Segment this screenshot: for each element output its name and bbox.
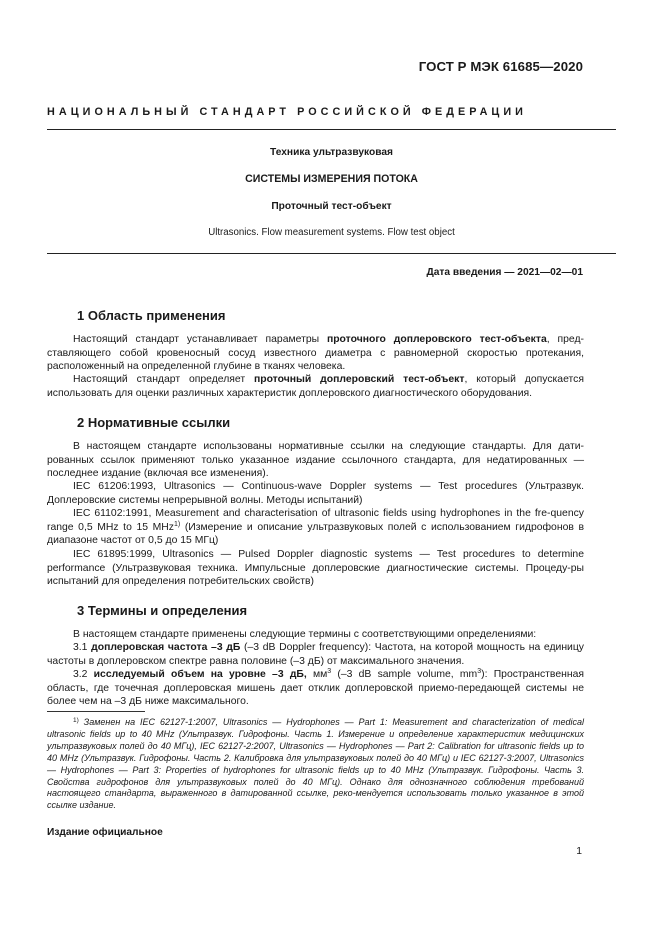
footnote [47, 717, 584, 812]
top-divider [47, 129, 616, 130]
footnote-divider [47, 711, 145, 712]
title-group: Техника ультразвуковая [270, 147, 393, 158]
text-run: (Измерение и описание ультразвуковых полей с использованием гидрофонов в диапазоне частот от 0,5 до 15 МГц) [47, 521, 585, 547]
term-flow-doppler-test-object: проточный доплеровский тест-объект [253, 374, 465, 385]
term-sample-volume: исследуемый объем на уровне –3 дБ, [93, 669, 307, 680]
text-run: IEC 61102:1991, Measurement and characterisation of ultrasonic fields using hydrophones in the fre-quency range 0,5 MHz to 15 MHz [47, 508, 584, 533]
term-number: 3.1 [73, 642, 92, 653]
term-flow-doppler-test-object: проточного доплеровского тест-объекта [326, 334, 547, 345]
page-number: 1 [576, 846, 582, 857]
section-3-heading: 3 Термины и определения [77, 603, 248, 618]
text-run: (–3 dB sample volume, mm [331, 669, 478, 680]
text-run: мм [306, 669, 328, 680]
term-doppler-frequency: доплеровская частота –3 дБ [91, 642, 241, 653]
section-2-reference-iec61895: IEC 61895:1999, Ultrasonics — Pulsed Doppler diagnostic systems — Test procedures to determine performance (Ультразвуковая техника. Импульсные доплеровские диагностические системы. Процеду-ры испытаний для определения потребительских свойств) [47, 549, 584, 588]
text-run: , который допускается использовать для оценки различных характеристик доплеровского диагностического оборудования. [47, 374, 584, 399]
section-3-paragraph-1: В настоящем стандарте применены следующие термины с соответствующими определениями: [73, 629, 537, 640]
section-2-paragraph-1: В настоящем стандарте использованы нормативные ссылки на следующие стандарты. Для дати-рованных ссылок применяют только указанное издание ссылочного стандарта, для недатированных — последнее издание (включая все изменения). [47, 441, 584, 480]
text-run: Настоящий стандарт устанавливает параметры [73, 334, 327, 345]
superscript: 3 [327, 668, 332, 675]
text-run: , пред-ставляющего собой кровеносный сосуд известного диаметра с равномерной скоростью протекания, расположенный на определенной глубине в тканях человека. [47, 334, 584, 373]
section-2-heading: 2 Нормативные ссылки [77, 415, 231, 430]
text-run: (–3 dB Doppler frequency): Частота, на которой мощность на единицу частоты в доплеровском спектре равна половине (–3 дБ) от максимального значения. [47, 642, 585, 667]
edition-label: Издание официальное [47, 827, 163, 838]
section-3-term-3-2 [47, 668, 584, 709]
title-main: СИСТЕМЫ ИЗМЕРЕНИЯ ПОТОКА [245, 173, 418, 185]
title-sub: Проточный тест-объект [271, 201, 392, 212]
section-1-heading: 1 Область применения [77, 308, 226, 323]
text-run: ): Пространственная область, где точечная доплеровская мишень дает отклик доплеровской приемо-передающей системы не более чем на –3 дБ ниже максимального. [47, 669, 584, 708]
section-1-paragraph-2 [47, 373, 584, 400]
superscript: 3 [477, 668, 482, 675]
term-number: 3.2 [73, 669, 94, 680]
footnote-text: Заменен на IEC 62127-1:2007, Ultrasonics — Hydrophones — Part 1: Measurement and characterization of medical ultrasonic fields up to 40 MHz (Ультразвук. Гидрофоны. Часть 1. Измерение и определение характеристик медицинских ультразвуковых полей до 40 МГц), IEC 62127-2:2007, Ultrasonics — Hydrophones — Part 2: Calibration for ultrasonic fields up to 40 MHz (Ультразвук. Гидрофоны. Часть 2. Калибровка для ультразвуковых полей до 40 МГц) и IEC 62127-3:2007, Ultrasonics — Hydrophones — Part 3: Properties of hydrophones for ultrasonic fields up to 40 MHz (Ультразвук. Гидрофоны. Часть 3. Свойства гидрофонов для ультразвуковых полей до 40 МГц). Однако для однозначного соблюдения требований настоящего стандарта, выраженного в датированной ссылке, реко-мендуется использовать только указанное в этой ссылке издание. [47, 717, 584, 811]
footnote-marker: 1) [173, 520, 181, 528]
introduction-date: Дата введения — 2021—02—01 [426, 267, 583, 278]
text-run: Настоящий стандарт определяет [73, 374, 254, 385]
title-divider [47, 253, 616, 254]
title-english: Ultrasonics. Flow measurement systems. Flow test object [208, 227, 455, 238]
section-1-paragraph-1 [47, 333, 584, 374]
national-standard-banner: НАЦИОНАЛЬНЫЙ СТАНДАРТ РОССИЙСКОЙ ФЕДЕРАЦИИ [47, 106, 527, 118]
standard-number: ГОСТ Р МЭК 61685—2020 [418, 59, 583, 74]
footnote-marker: 1) [73, 717, 79, 724]
section-2-reference-iec61102 [47, 507, 584, 548]
section-3-term-3-1 [47, 641, 584, 668]
section-2-reference-iec61206: IEC 61206:1993, Ultrasonics — Continuous-wave Doppler systems — Test procedures (Ультразвук. Доплеровские системы непрерывной волны. Методы испытаний) [47, 481, 584, 506]
